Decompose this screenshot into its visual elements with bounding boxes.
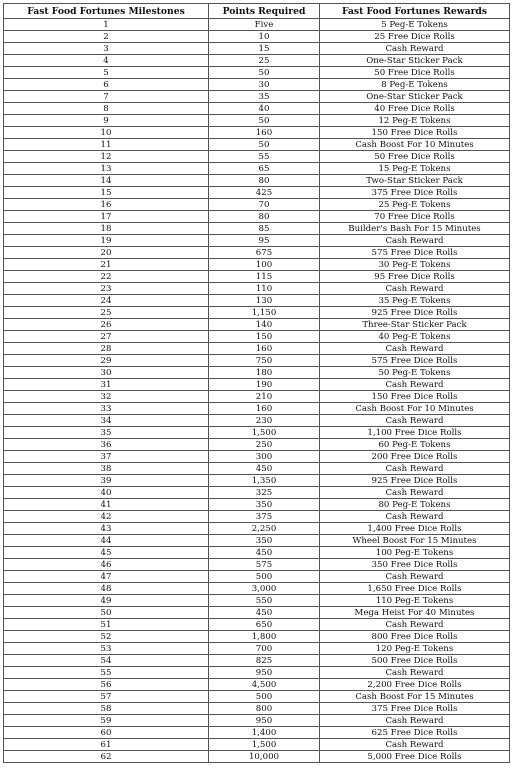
table-row <box>4 283 510 295</box>
table-row <box>4 571 510 583</box>
points-cell: 160 <box>209 343 320 355</box>
points-cell: 300 <box>209 451 320 463</box>
table-row <box>4 175 510 187</box>
points-cell: 1,800 <box>209 631 320 643</box>
reward-cell: 925 Free Dice Rolls <box>320 475 510 487</box>
reward-cell: 150 Free Dice Rolls <box>320 391 510 403</box>
table-row <box>4 163 510 175</box>
reward-cell: Cash Reward <box>320 379 510 391</box>
milestone-cell: 36 <box>4 439 209 451</box>
table-row <box>4 547 510 559</box>
reward-cell: Mega Heist For 40 Minutes <box>320 607 510 619</box>
points-cell: 2,250 <box>209 523 320 535</box>
reward-cell: Cash Reward <box>320 463 510 475</box>
table-row <box>4 523 510 535</box>
reward-cell: 150 Free Dice Rolls <box>320 127 510 139</box>
points-cell: 325 <box>209 487 320 499</box>
reward-cell: 350 Free Dice Rolls <box>320 559 510 571</box>
points-cell: 450 <box>209 607 320 619</box>
header-points-required: Points Required <box>209 4 320 19</box>
reward-cell: 120 Peg-E Tokens <box>320 643 510 655</box>
milestone-cell: 18 <box>4 223 209 235</box>
reward-cell: 60 Peg-E Tokens <box>320 439 510 451</box>
milestone-cell: 58 <box>4 703 209 715</box>
table-row <box>4 607 510 619</box>
points-cell: 1,150 <box>209 307 320 319</box>
reward-cell: Cash Reward <box>320 715 510 727</box>
table-row <box>4 391 510 403</box>
table-row <box>4 487 510 499</box>
reward-cell: Cash Reward <box>320 571 510 583</box>
table-row <box>4 643 510 655</box>
points-cell: 750 <box>209 355 320 367</box>
milestone-cell: 24 <box>4 295 209 307</box>
table-row <box>4 127 510 139</box>
points-cell: 40 <box>209 103 320 115</box>
table-row <box>4 691 510 703</box>
reward-cell: Cash Reward <box>320 235 510 247</box>
milestone-cell: 31 <box>4 379 209 391</box>
table-row <box>4 211 510 223</box>
reward-cell: Cash Reward <box>320 43 510 55</box>
points-cell: 50 <box>209 67 320 79</box>
milestone-cell: 56 <box>4 679 209 691</box>
points-cell: 10,000 <box>209 751 320 763</box>
reward-cell: 50 Free Dice Rolls <box>320 67 510 79</box>
table-row <box>4 715 510 727</box>
points-cell: 15 <box>209 43 320 55</box>
points-cell: 1,400 <box>209 727 320 739</box>
points-cell: 80 <box>209 211 320 223</box>
table-row <box>4 103 510 115</box>
header-rewards: Fast Food Fortunes Rewards <box>320 4 510 19</box>
points-cell: 950 <box>209 667 320 679</box>
reward-cell: 1,400 Free Dice Rolls <box>320 523 510 535</box>
reward-cell: 25 Free Dice Rolls <box>320 31 510 43</box>
milestone-cell: 38 <box>4 463 209 475</box>
table-row <box>4 355 510 367</box>
points-cell: 700 <box>209 643 320 655</box>
points-cell: 650 <box>209 619 320 631</box>
table-row <box>4 307 510 319</box>
table-row <box>4 91 510 103</box>
reward-cell: 15 Peg-E Tokens <box>320 163 510 175</box>
milestone-cell: 17 <box>4 211 209 223</box>
milestone-cell: 22 <box>4 271 209 283</box>
reward-cell: 1,100 Free Dice Rolls <box>320 427 510 439</box>
table-row <box>4 235 510 247</box>
points-cell: 180 <box>209 367 320 379</box>
milestone-cell: 9 <box>4 115 209 127</box>
table-row <box>4 343 510 355</box>
points-cell: 500 <box>209 571 320 583</box>
points-cell: 1,500 <box>209 739 320 751</box>
milestone-cell: 52 <box>4 631 209 643</box>
reward-cell: Cash Boost For 10 Minutes <box>320 139 510 151</box>
milestone-cell: 37 <box>4 451 209 463</box>
milestone-cell: 5 <box>4 67 209 79</box>
table-row <box>4 739 510 751</box>
milestone-cell: 40 <box>4 487 209 499</box>
points-cell: 50 <box>209 115 320 127</box>
table-row <box>4 619 510 631</box>
milestone-cell: 55 <box>4 667 209 679</box>
milestone-cell: 30 <box>4 367 209 379</box>
table-row <box>4 19 510 31</box>
milestone-cell: 2 <box>4 31 209 43</box>
milestone-cell: 28 <box>4 343 209 355</box>
reward-cell: 40 Peg-E Tokens <box>320 331 510 343</box>
points-cell: Five <box>209 19 320 31</box>
points-cell: 190 <box>209 379 320 391</box>
milestone-cell: 11 <box>4 139 209 151</box>
table-row <box>4 115 510 127</box>
reward-cell: 5,000 Free Dice Rolls <box>320 751 510 763</box>
milestone-cell: 12 <box>4 151 209 163</box>
reward-cell: 80 Peg-E Tokens <box>320 499 510 511</box>
milestone-cell: 54 <box>4 655 209 667</box>
milestone-cell: 13 <box>4 163 209 175</box>
milestone-cell: 47 <box>4 571 209 583</box>
points-cell: 70 <box>209 199 320 211</box>
points-cell: 800 <box>209 703 320 715</box>
table-row <box>4 151 510 163</box>
milestones-table-container <box>3 3 509 763</box>
milestone-cell: 10 <box>4 127 209 139</box>
points-cell: 10 <box>209 31 320 43</box>
table-row <box>4 667 510 679</box>
table-row <box>4 271 510 283</box>
reward-cell: 50 Peg-E Tokens <box>320 367 510 379</box>
milestone-cell: 43 <box>4 523 209 535</box>
reward-cell: 25 Peg-E Tokens <box>320 199 510 211</box>
points-cell: 160 <box>209 127 320 139</box>
reward-cell: 30 Peg-E Tokens <box>320 259 510 271</box>
table-row <box>4 727 510 739</box>
points-cell: 230 <box>209 415 320 427</box>
points-cell: 550 <box>209 595 320 607</box>
table-row <box>4 247 510 259</box>
points-cell: 425 <box>209 187 320 199</box>
milestone-cell: 29 <box>4 355 209 367</box>
milestone-cell: 19 <box>4 235 209 247</box>
milestone-cell: 53 <box>4 643 209 655</box>
points-cell: 115 <box>209 271 320 283</box>
reward-cell: 925 Free Dice Rolls <box>320 307 510 319</box>
reward-cell: Two-Star Sticker Pack <box>320 175 510 187</box>
table-row <box>4 631 510 643</box>
milestone-cell: 49 <box>4 595 209 607</box>
points-cell: 160 <box>209 403 320 415</box>
reward-cell: 575 Free Dice Rolls <box>320 355 510 367</box>
milestone-cell: 59 <box>4 715 209 727</box>
table-row <box>4 379 510 391</box>
points-cell: 55 <box>209 151 320 163</box>
points-cell: 675 <box>209 247 320 259</box>
milestone-cell: 3 <box>4 43 209 55</box>
table-body <box>4 19 510 763</box>
reward-cell: 375 Free Dice Rolls <box>320 187 510 199</box>
reward-cell: Builder's Bash For 15 Minutes <box>320 223 510 235</box>
milestone-cell: 7 <box>4 91 209 103</box>
milestone-cell: 48 <box>4 583 209 595</box>
table-row <box>4 67 510 79</box>
table-row <box>4 679 510 691</box>
points-cell: 3,000 <box>209 583 320 595</box>
milestone-cell: 62 <box>4 751 209 763</box>
points-cell: 140 <box>209 319 320 331</box>
milestone-cell: 21 <box>4 259 209 271</box>
points-cell: 130 <box>209 295 320 307</box>
table-row <box>4 463 510 475</box>
milestone-cell: 16 <box>4 199 209 211</box>
milestone-cell: 35 <box>4 427 209 439</box>
table-row <box>4 187 510 199</box>
points-cell: 25 <box>209 55 320 67</box>
milestone-cell: 25 <box>4 307 209 319</box>
reward-cell: 110 Peg-E Tokens <box>320 595 510 607</box>
milestone-cell: 42 <box>4 511 209 523</box>
reward-cell: Cash Reward <box>320 283 510 295</box>
reward-cell: Cash Boost For 10 Minutes <box>320 403 510 415</box>
reward-cell: Cash Reward <box>320 619 510 631</box>
table-row <box>4 403 510 415</box>
milestone-cell: 51 <box>4 619 209 631</box>
milestones-table <box>3 3 510 763</box>
milestone-cell: 32 <box>4 391 209 403</box>
table-row <box>4 535 510 547</box>
points-cell: 450 <box>209 463 320 475</box>
reward-cell: Cash Reward <box>320 487 510 499</box>
table-row <box>4 79 510 91</box>
reward-cell: 575 Free Dice Rolls <box>320 247 510 259</box>
reward-cell: 100 Peg-E Tokens <box>320 547 510 559</box>
milestone-cell: 50 <box>4 607 209 619</box>
milestone-cell: 33 <box>4 403 209 415</box>
reward-cell: 1,650 Free Dice Rolls <box>320 583 510 595</box>
reward-cell: One-Star Sticker Pack <box>320 55 510 67</box>
table-row <box>4 43 510 55</box>
milestone-cell: 60 <box>4 727 209 739</box>
table-row <box>4 199 510 211</box>
reward-cell: 40 Free Dice Rolls <box>320 103 510 115</box>
table-row <box>4 139 510 151</box>
points-cell: 350 <box>209 499 320 511</box>
table-row <box>4 703 510 715</box>
reward-cell: 5 Peg-E Tokens <box>320 19 510 31</box>
reward-cell: 70 Free Dice Rolls <box>320 211 510 223</box>
milestone-cell: 4 <box>4 55 209 67</box>
table-row <box>4 259 510 271</box>
milestone-cell: 20 <box>4 247 209 259</box>
points-cell: 65 <box>209 163 320 175</box>
table-row <box>4 367 510 379</box>
points-cell: 110 <box>209 283 320 295</box>
table-row <box>4 499 510 511</box>
table-row <box>4 751 510 763</box>
table-row <box>4 331 510 343</box>
milestone-cell: 39 <box>4 475 209 487</box>
milestone-cell: 44 <box>4 535 209 547</box>
milestone-cell: 15 <box>4 187 209 199</box>
milestone-cell: 46 <box>4 559 209 571</box>
table-row <box>4 223 510 235</box>
milestone-cell: 41 <box>4 499 209 511</box>
milestone-cell: 57 <box>4 691 209 703</box>
reward-cell: Three-Star Sticker Pack <box>320 319 510 331</box>
points-cell: 1,350 <box>209 475 320 487</box>
header-milestones: Fast Food Fortunes Milestones <box>4 4 209 19</box>
reward-cell: 50 Free Dice Rolls <box>320 151 510 163</box>
table-row <box>4 55 510 67</box>
reward-cell: 95 Free Dice Rolls <box>320 271 510 283</box>
reward-cell: Wheel Boost For 15 Minutes <box>320 535 510 547</box>
milestone-cell: 45 <box>4 547 209 559</box>
reward-cell: 625 Free Dice Rolls <box>320 727 510 739</box>
reward-cell: 8 Peg-E Tokens <box>320 79 510 91</box>
table-row <box>4 31 510 43</box>
milestone-cell: 14 <box>4 175 209 187</box>
table-row <box>4 655 510 667</box>
points-cell: 575 <box>209 559 320 571</box>
points-cell: 375 <box>209 511 320 523</box>
points-cell: 80 <box>209 175 320 187</box>
milestone-cell: 26 <box>4 319 209 331</box>
points-cell: 250 <box>209 439 320 451</box>
table-row <box>4 559 510 571</box>
table-row <box>4 451 510 463</box>
points-cell: 35 <box>209 91 320 103</box>
milestone-cell: 23 <box>4 283 209 295</box>
milestone-cell: 34 <box>4 415 209 427</box>
points-cell: 85 <box>209 223 320 235</box>
table-row <box>4 439 510 451</box>
table-row <box>4 415 510 427</box>
table-row <box>4 475 510 487</box>
table-row <box>4 295 510 307</box>
table-row <box>4 427 510 439</box>
table-row <box>4 583 510 595</box>
reward-cell: Cash Reward <box>320 415 510 427</box>
points-cell: 100 <box>209 259 320 271</box>
reward-cell: Cash Reward <box>320 343 510 355</box>
reward-cell: 200 Free Dice Rolls <box>320 451 510 463</box>
points-cell: 50 <box>209 139 320 151</box>
reward-cell: Cash Boost For 15 Minutes <box>320 691 510 703</box>
points-cell: 825 <box>209 655 320 667</box>
points-cell: 500 <box>209 691 320 703</box>
reward-cell: Cash Reward <box>320 667 510 679</box>
table-row <box>4 319 510 331</box>
points-cell: 350 <box>209 535 320 547</box>
milestone-cell: 6 <box>4 79 209 91</box>
points-cell: 450 <box>209 547 320 559</box>
milestone-cell: 8 <box>4 103 209 115</box>
milestone-cell: 27 <box>4 331 209 343</box>
points-cell: 150 <box>209 331 320 343</box>
reward-cell: 800 Free Dice Rolls <box>320 631 510 643</box>
table-header-row <box>4 4 510 19</box>
reward-cell: Cash Reward <box>320 511 510 523</box>
points-cell: 95 <box>209 235 320 247</box>
reward-cell: One-Star Sticker Pack <box>320 91 510 103</box>
table-row <box>4 595 510 607</box>
table-row <box>4 511 510 523</box>
reward-cell: 35 Peg-E Tokens <box>320 295 510 307</box>
reward-cell: 2,200 Free Dice Rolls <box>320 679 510 691</box>
reward-cell: 12 Peg-E Tokens <box>320 115 510 127</box>
milestone-cell: 1 <box>4 19 209 31</box>
reward-cell: 375 Free Dice Rolls <box>320 703 510 715</box>
points-cell: 1,500 <box>209 427 320 439</box>
reward-cell: 500 Free Dice Rolls <box>320 655 510 667</box>
points-cell: 950 <box>209 715 320 727</box>
milestone-cell: 61 <box>4 739 209 751</box>
reward-cell: Cash Reward <box>320 739 510 751</box>
points-cell: 30 <box>209 79 320 91</box>
points-cell: 210 <box>209 391 320 403</box>
points-cell: 4,500 <box>209 679 320 691</box>
